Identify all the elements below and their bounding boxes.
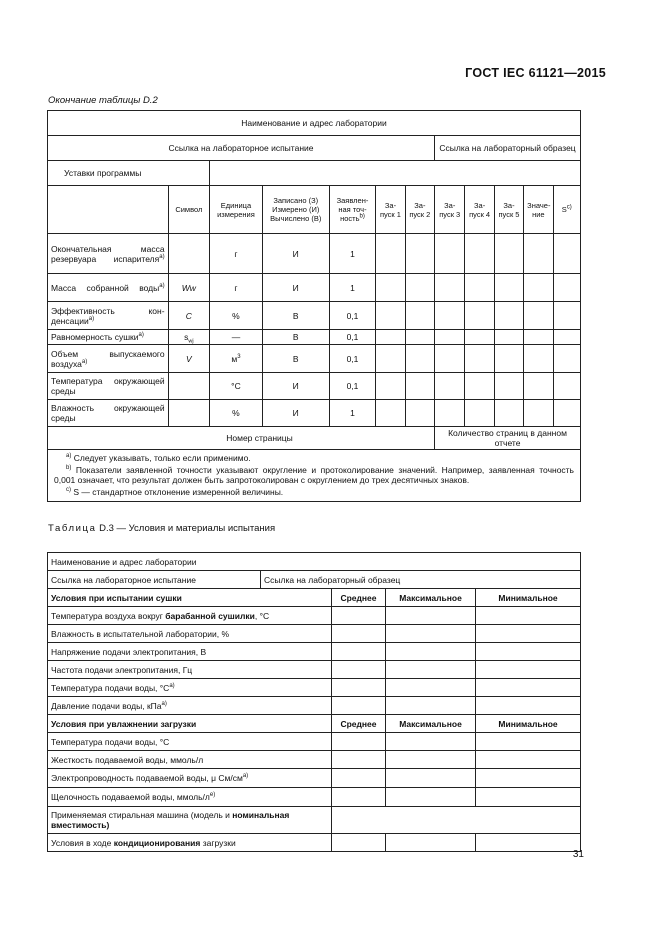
run-cell: [405, 373, 434, 400]
row-name: Влажность окружающей среды: [48, 400, 169, 427]
washing-machine-value: [332, 807, 581, 834]
row-name: Равномерность сушки$^{а)}$: [48, 330, 169, 345]
row-symbol: V: [168, 345, 210, 373]
run-cell: [435, 330, 465, 345]
row-recorded: И: [262, 400, 329, 427]
row-symbol: C: [168, 302, 210, 330]
wetting-row: Щелочность подаваемой воды, ммоль/$л^{е)}$: [48, 788, 332, 807]
max-cell: [386, 788, 476, 807]
page-number-label: Номер страницы: [48, 427, 435, 450]
col-avg-header: Среднее: [332, 715, 386, 733]
avg-cell: [332, 769, 386, 788]
min-cell: [476, 607, 581, 625]
col-avg-header: Среднее: [332, 589, 386, 607]
max-cell: [386, 625, 476, 643]
drying-row: Частота подачи электропитания, Гц: [48, 661, 332, 679]
header-unit: Единица измерения: [210, 186, 263, 234]
avg-cell: [332, 834, 386, 852]
header-run-2: Запуск 2: [405, 186, 434, 234]
row-symbol: [168, 234, 210, 274]
min-cell: [476, 625, 581, 643]
max-cell: [386, 751, 476, 769]
max-cell: [386, 769, 476, 788]
lab-sample-ref-cell: Ссылка на лабораторный образец: [435, 136, 581, 161]
lab-name-cell: Наименование и адрес лаборатории: [48, 111, 581, 136]
max-cell: [386, 733, 476, 751]
max-cell: [386, 661, 476, 679]
run-cell: [405, 274, 434, 302]
s-cell: [553, 345, 580, 373]
min-cell: [476, 661, 581, 679]
min-cell: [476, 733, 581, 751]
row-name: Температура окружающей среды: [48, 373, 169, 400]
row-name: Окончательная масса резервуара испарителя$^{а)}$: [48, 234, 169, 274]
run-cell: [376, 345, 405, 373]
run-cell: [465, 274, 494, 302]
run-cell: [465, 302, 494, 330]
value-cell: [524, 330, 553, 345]
run-cell: [376, 234, 405, 274]
row-unit: %: [210, 302, 263, 330]
lab-test-ref-cell: Ссылка на лабораторное испытание: [48, 136, 435, 161]
col-min-header: Минимальное: [476, 589, 581, 607]
avg-cell: [332, 733, 386, 751]
run-cell: [465, 373, 494, 400]
min-cell: [476, 751, 581, 769]
lab-sample-ref-cell: Ссылка на лабораторный образец: [261, 571, 581, 589]
note-b: $^{b)}$ Показатели заявленной точности указывают округление и протоколирование значений. Например, заявленная точность 0,001 означает, что результат должен быть запротоколирован с округлением до трех десятичных знаков.: [54, 464, 574, 485]
run-cell: [376, 373, 405, 400]
run-cell: [405, 330, 434, 345]
row-unit: г: [210, 234, 263, 274]
value-cell: [524, 373, 553, 400]
table-d3: [47, 552, 581, 852]
avg-cell: [332, 788, 386, 807]
row-recorded: В: [262, 330, 329, 345]
min-cell: [476, 769, 581, 788]
row-accuracy: 0,1: [329, 302, 376, 330]
s-cell: [553, 234, 580, 274]
row-unit: $м^3$: [210, 345, 263, 373]
drying-row: Температура воздуха вокруг барабанной сушилки, °C: [48, 607, 332, 625]
table-d2: [47, 110, 581, 502]
run-cell: [435, 234, 465, 274]
max-cell: [386, 643, 476, 661]
note-a: $^{а)}$ Следует указывать, только если применимо.: [66, 453, 251, 463]
row-name: Эффективность конденсации$^{а)}$: [48, 302, 169, 330]
avg-cell: [332, 751, 386, 769]
note-c: $^{c)}$ S — стандартное отклонение измеренной величины.: [66, 486, 284, 497]
run-cell: [435, 400, 465, 427]
row-unit: —: [210, 330, 263, 345]
row-recorded: И: [262, 234, 329, 274]
run-cell: [376, 330, 405, 345]
run-cell: [465, 400, 494, 427]
min-cell: [476, 697, 581, 715]
table-d3-caption: Таблица D.3 — Условия и материалы испытания: [48, 523, 276, 534]
value-cell: [524, 234, 553, 274]
s-cell: [553, 400, 580, 427]
run-cell: [494, 302, 523, 330]
washing-machine-row: Применяемая стиральная машина (модель и номинальная вместимость): [48, 807, 332, 834]
table-d2-caption: Окончание таблицы D.2: [48, 95, 158, 106]
run-cell: [465, 330, 494, 345]
drying-header: Условия при испытании сушки: [48, 589, 332, 607]
value-cell: [524, 274, 553, 302]
avg-cell: [332, 625, 386, 643]
run-cell: [405, 302, 434, 330]
row-accuracy: 0,1: [329, 330, 376, 345]
max-cell: [386, 679, 476, 697]
drying-row: Влажность в испытательной лаборатории, %: [48, 625, 332, 643]
avg-cell: [332, 697, 386, 715]
avg-cell: [332, 661, 386, 679]
run-cell: [376, 302, 405, 330]
page-number: 31: [572, 849, 584, 860]
row-unit: °C: [210, 373, 263, 400]
run-cell: [494, 234, 523, 274]
program-settings-value: [210, 161, 581, 186]
header-accuracy: Заявленная точность$^{b)}$: [329, 186, 376, 234]
row-accuracy: 1: [329, 400, 376, 427]
run-cell: [494, 345, 523, 373]
header-run-3: Запуск 3: [435, 186, 465, 234]
header-symbol: Символ: [168, 186, 210, 234]
min-cell: [476, 788, 581, 807]
run-cell: [435, 274, 465, 302]
run-cell: [494, 274, 523, 302]
drying-row: Напряжение подачи электропитания, В: [48, 643, 332, 661]
header-value: Значение: [524, 186, 553, 234]
conditioning-row: Условия в ходе кондиционирования загрузки: [48, 834, 332, 852]
table-d2-notes: [48, 450, 581, 502]
row-symbol: [168, 400, 210, 427]
s-cell: [553, 302, 580, 330]
run-cell: [405, 234, 434, 274]
col-min-header: Минимальное: [476, 715, 581, 733]
run-cell: [435, 302, 465, 330]
row-accuracy: 1: [329, 274, 376, 302]
col-max-header: Максимальное: [386, 589, 476, 607]
row-symbol: $s_{wj}$: [168, 330, 210, 345]
drying-row: Давление подачи воды, кПа$^{а)}$: [48, 697, 332, 715]
max-cell: [386, 834, 476, 852]
avg-cell: [332, 607, 386, 625]
avg-cell: [332, 643, 386, 661]
wetting-header: Условия при увлажнении загрузки: [48, 715, 332, 733]
row-recorded: В: [262, 345, 329, 373]
avg-cell: [332, 679, 386, 697]
run-cell: [494, 400, 523, 427]
run-cell: [405, 400, 434, 427]
run-cell: [494, 373, 523, 400]
run-cell: [376, 400, 405, 427]
header-blank: [48, 186, 169, 234]
value-cell: [524, 400, 553, 427]
lab-test-ref-cell: Ссылка на лабораторное испытание: [48, 571, 261, 589]
header-s: $S^{c)}$: [553, 186, 580, 234]
max-cell: [386, 697, 476, 715]
program-settings-cell: Уставки программы: [48, 161, 210, 186]
s-cell: [553, 330, 580, 345]
wetting-row: Жесткость подаваемой воды, ммоль/л: [48, 751, 332, 769]
header-run-4: Запуск 4: [465, 186, 494, 234]
row-recorded: В: [262, 302, 329, 330]
row-recorded: И: [262, 274, 329, 302]
run-cell: [376, 274, 405, 302]
run-cell: [465, 234, 494, 274]
wetting-row: Электропроводность подаваемой воды, μ $См/см^{а)}$: [48, 769, 332, 788]
wetting-row: Температура подачи воды, °C: [48, 733, 332, 751]
standard-header: ГОСТ IEC 61121—2015: [465, 66, 606, 80]
value-cell: [524, 345, 553, 373]
run-cell: [494, 330, 523, 345]
row-accuracy: 0,1: [329, 345, 376, 373]
header-run-5: Запуск 5: [494, 186, 523, 234]
row-symbol: [168, 373, 210, 400]
lab-name-cell: Наименование и адрес лаборатории: [48, 553, 581, 571]
run-cell: [465, 345, 494, 373]
row-symbol: Ww: [168, 274, 210, 302]
value-cell: [524, 302, 553, 330]
row-unit: г: [210, 274, 263, 302]
run-cell: [435, 345, 465, 373]
col-max-header: Максимальное: [386, 715, 476, 733]
s-cell: [553, 373, 580, 400]
s-cell: [553, 274, 580, 302]
min-cell: [476, 643, 581, 661]
drying-row: Температура подачи воды, $^\circ C^{а)}$: [48, 679, 332, 697]
row-name: Масса собранной воды$^{а)}$: [48, 274, 169, 302]
row-unit: %: [210, 400, 263, 427]
row-accuracy: 0,1: [329, 373, 376, 400]
row-accuracy: 1: [329, 234, 376, 274]
pages-count-label: Количество страниц в данном отчете: [435, 427, 581, 450]
run-cell: [405, 345, 434, 373]
min-cell: [476, 679, 581, 697]
header-recorded: Записано (З) Измерено (И) Вычислено (В): [262, 186, 329, 234]
header-run-1: Запуск 1: [376, 186, 405, 234]
max-cell: [386, 607, 476, 625]
run-cell: [435, 373, 465, 400]
row-recorded: И: [262, 373, 329, 400]
row-name: Объем выпускаемого воздуха$^{а)}$: [48, 345, 169, 373]
